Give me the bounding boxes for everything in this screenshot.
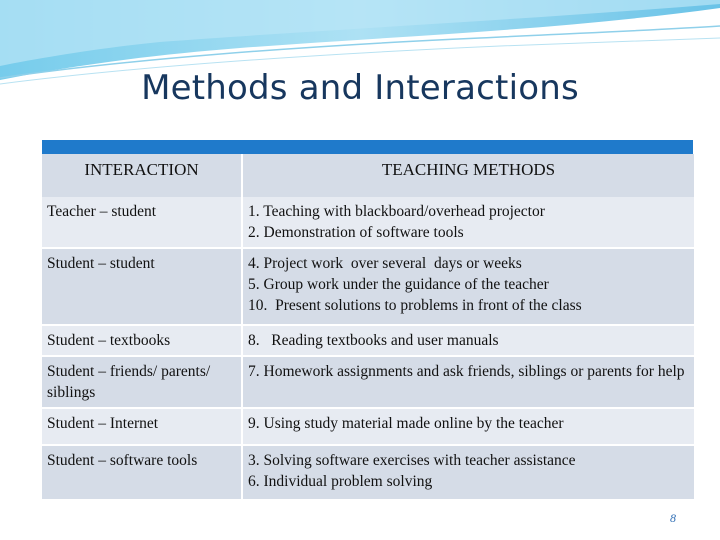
method-line: 10. Present solutions to problems in front of the class <box>248 297 582 314</box>
method-line: 6. Individual problem solving <box>248 473 433 490</box>
method-line: 9. Using study material made online by the teacher <box>248 415 564 432</box>
interaction-cell: Student – textbooks <box>42 326 243 357</box>
methods-cell <box>243 357 694 409</box>
table-row <box>42 326 694 357</box>
table-row <box>42 446 694 501</box>
table-row <box>42 357 694 409</box>
method-line: 5. Group work under the guidance of the teacher <box>248 276 549 293</box>
page-number: 8 <box>670 511 676 525</box>
method-line: 2. Demonstration of software tools <box>248 224 464 241</box>
table-row <box>42 197 694 249</box>
methods-cell <box>243 409 694 446</box>
interaction-cell: Teacher – student <box>42 197 243 249</box>
method-line: 1. Teaching with blackboard/overhead projector <box>248 203 545 220</box>
methods-table <box>42 154 694 501</box>
methods-cell <box>243 249 694 326</box>
table-header-row <box>42 154 694 197</box>
table-row <box>42 409 694 446</box>
methods-cell <box>243 326 694 357</box>
methods-cell <box>243 197 694 249</box>
methods-cell <box>243 446 694 501</box>
method-line: 3. Solving software exercises with teacher assistance <box>248 452 576 469</box>
header-interaction: INTERACTION <box>42 154 243 197</box>
slide-title: Methods and Interactions <box>141 68 579 108</box>
interaction-cell: Student – friends/ parents/ siblings <box>42 357 243 409</box>
method-line: 7. Homework assignments and ask friends, siblings or parents for help <box>248 363 685 380</box>
interaction-cell: Student – student <box>42 249 243 326</box>
method-line: 8. Reading textbooks and user manuals <box>248 332 499 349</box>
table-row <box>42 249 694 326</box>
interaction-cell: Student – software tools <box>42 446 243 501</box>
header-teaching-methods: TEACHING METHODS <box>243 154 694 197</box>
table-top-bar <box>42 140 693 154</box>
method-line: 4. Project work over several days or weeks <box>248 255 522 272</box>
interaction-cell: Student – Internet <box>42 409 243 446</box>
